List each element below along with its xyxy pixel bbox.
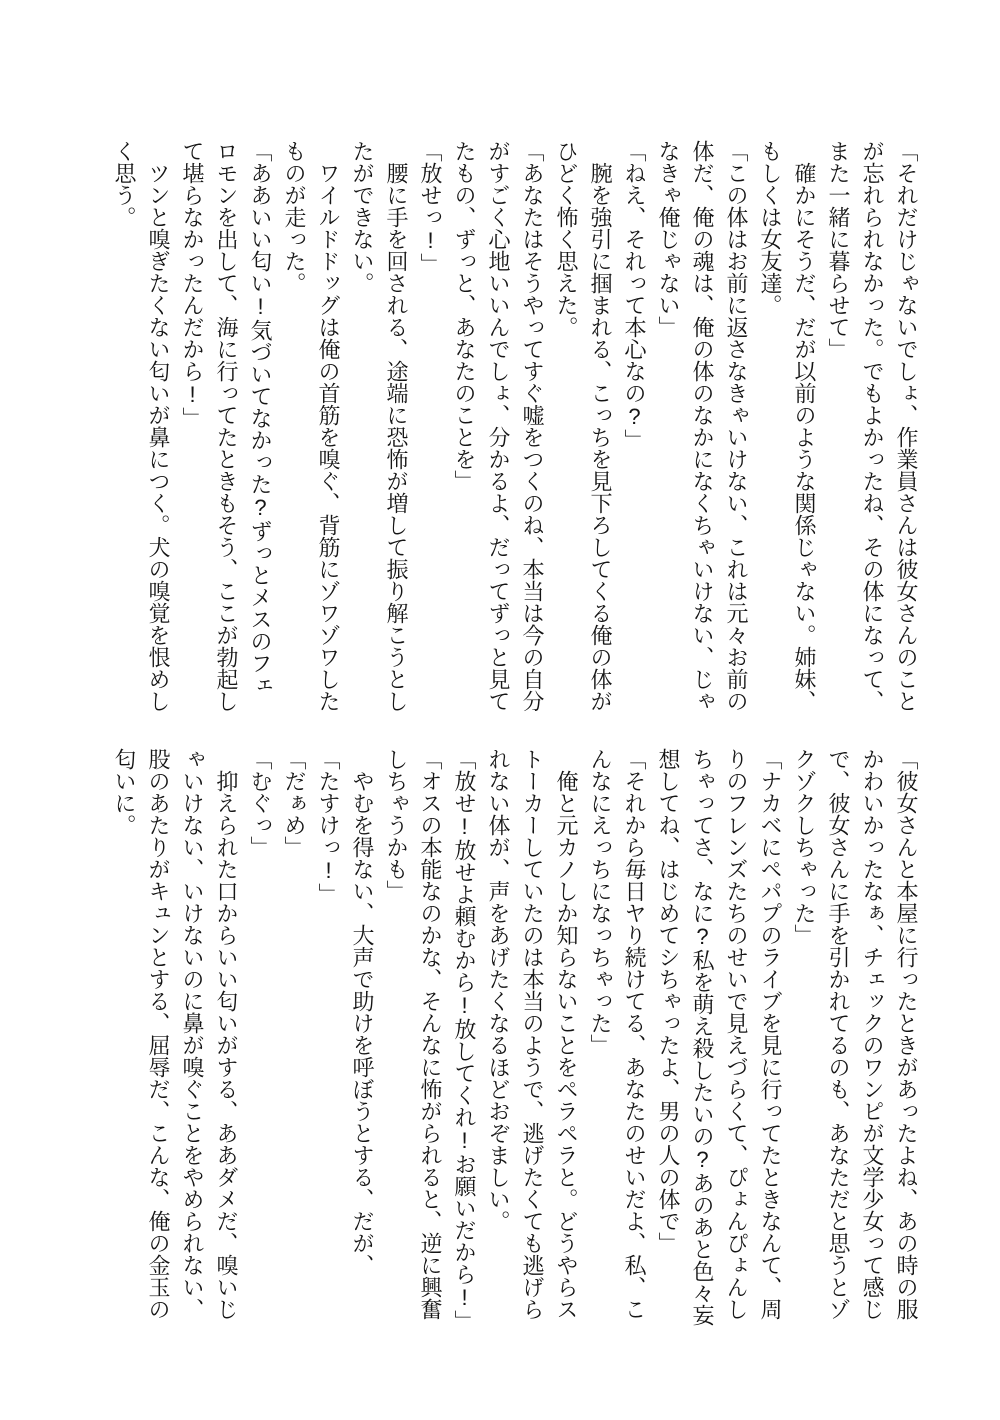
text-column: やむを得ない、大声で助けを呼ぼうとする、だが、: [350, 770, 375, 1276]
text-column: 「ナカベにペパプのライブを見に行ってたときなんて、周: [758, 748, 783, 1320]
text-column: ものが走った。: [282, 140, 307, 294]
text-column: もしくは女友達。: [758, 140, 783, 316]
text-column: ツンと嗅ぎたくない匂いが鼻につく。犬の嗅覚を恨めし: [146, 162, 171, 712]
text-column: クゾクしちゃった」: [792, 748, 817, 946]
text-column: りのフレンズたちのせいで見えづらくて、ぴょんぴょんし: [724, 748, 749, 1320]
text-column: 「放せっ!」: [418, 140, 443, 275]
text-column: 「この体はお前に返さなきゃいけない、これは元々お前の: [724, 140, 749, 712]
text-column: 確かにそうだ、だが以前のような関係じゃない。姉妹、: [792, 162, 817, 712]
text-column: んなにえっちになっちゃった」: [588, 748, 613, 1056]
text-column: たができない。: [350, 140, 375, 294]
text-block-bottom: [107, 748, 923, 1344]
text-column: 「放せ!放せよ頼むから!放してくれ!お願いだから!」: [452, 748, 477, 1332]
text-column: かわいかったなぁ、チェックのワンピが文学少女って感じ: [860, 748, 885, 1320]
text-column: 「それから毎日ヤり続けてる、あなたのせいだよ、私、こ: [622, 748, 647, 1320]
text-column: で、彼女さんに手を引かれてるのも、あなただと思うとゾ: [826, 748, 851, 1320]
text-column: ワイルドドッグは俺の首筋を嗅ぐ、背筋にゾワゾワした: [316, 162, 341, 712]
text-column: 「それだけじゃないでしょ、作業員さんは彼女さんのこと: [894, 140, 919, 712]
text-column: 「あなたはそうやってすぐ嘘をつくのね、本当は今の自分: [520, 140, 545, 712]
text-column: ちゃってさ、なに?私を萌え殺したいの?あのあと色々妄: [690, 748, 715, 1326]
text-column: なきゃ俺じゃない」: [656, 140, 681, 338]
text-column: トーカーしていたのは本当のようで、逃げたくても逃げら: [520, 748, 545, 1320]
text-column: 抑えられた口からいい匂いがする、ああダメだ、嗅いじ: [214, 770, 239, 1320]
text-column: 股のあたりがキュンとする、屈辱だ、こんな、俺の金玉の: [146, 748, 171, 1320]
text-column: しちゃうかも」: [384, 748, 409, 902]
text-column: また一緒に暮らせて」: [826, 140, 851, 360]
text-column: ゃいけない、いけないのに鼻が嗅ぐことをやめられない、: [180, 748, 205, 1320]
text-column: 「オスの本能なのかな、そんなに怖がられると、逆に興奮: [418, 748, 443, 1320]
text-column: 「たすけっ!」: [316, 748, 341, 905]
text-column: く思う。: [112, 140, 137, 228]
text-column: 「ああいい匂い!気づいてなかった?ずっとメスのフェ: [248, 140, 273, 696]
text-column: が忘れられなかった。でもよかったね、その体になって、: [860, 140, 885, 712]
text-column: ロモンを出して、海に行ってたときもそう、ここが勃起し: [214, 140, 239, 712]
text-column: 想してね、はじめてシちゃったよ、男の人の体で」: [656, 748, 681, 1254]
text-column: 腕を強引に掴まれる、こっちを見下ろしてくる俺の体が: [588, 162, 613, 712]
text-column: たもの、ずっと、あなたのことを」: [452, 140, 477, 492]
text-block-top: [107, 140, 923, 736]
text-column: 体だ、俺の魂は、俺の体のなかになくちゃいけない、じゃ: [690, 140, 715, 712]
text-column: 俺と元カノしか知らないことをペラペラと。どうやらス: [554, 770, 579, 1320]
text-column: 「彼女さんと本屋に行ったときがあったよね、あの時の服: [894, 748, 919, 1320]
text-column: 「だぁめ」: [282, 748, 307, 858]
text-column: て堪らなかったんだから!」: [180, 140, 205, 429]
text-column: 腰に手を回される、途端に恐怖が増して振り解こうとし: [384, 162, 409, 712]
text-column: 匂いに。: [112, 748, 137, 836]
text-column: ひどく怖く思えた。: [554, 140, 579, 338]
text-column: がすごく心地いいんでしょ、分かるよ、だってずっと見て: [486, 140, 511, 712]
text-column: 「ねえ、それって本心なの?」: [622, 140, 647, 451]
text-column: れない体が、声をあげたくなるほどおぞましい。: [486, 748, 511, 1232]
text-column: 「むぐっ」: [248, 748, 273, 858]
